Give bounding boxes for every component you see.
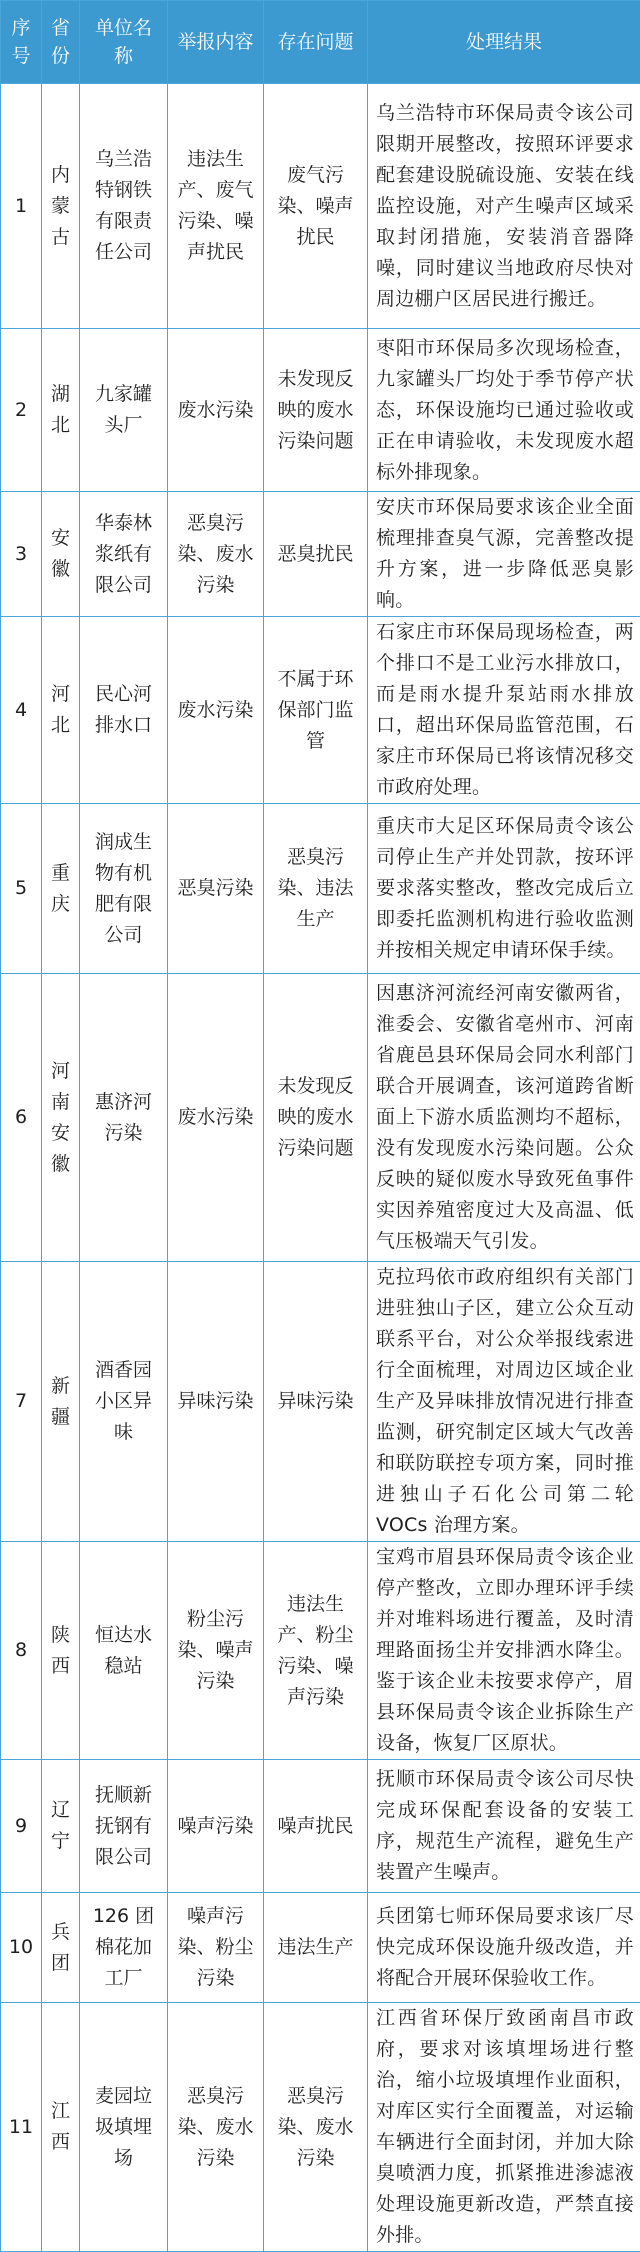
cell-province: 辽宁 xyxy=(42,1760,80,1893)
cell-province: 河南安徽 xyxy=(42,974,80,1262)
cell-province: 湖北 xyxy=(42,329,80,492)
cell-issue: 恶臭污染、废水污染 xyxy=(264,2003,368,2252)
cell-province: 陕西 xyxy=(42,1542,80,1760)
cell-issue: 未发现反映的废水污染问题 xyxy=(264,329,368,492)
cell-report: 废水污染 xyxy=(168,974,264,1262)
cell-no: 3 xyxy=(1,492,42,617)
cell-unit: 九家罐头厂 xyxy=(80,329,168,492)
cell-report: 废水污染 xyxy=(168,329,264,492)
cell-result: 石家庄市环保局现场检查，两个排口不是工业污水排放口，而是雨水提升泵站雨水排放口，超出环保局监管范围，石家庄市环保局已将该情况移交市政府处理。 xyxy=(368,617,640,804)
cell-report: 异味污染 xyxy=(168,1262,264,1542)
cell-issue: 违法生产 xyxy=(264,1893,368,2003)
cell-report: 恶臭污染、废水污染 xyxy=(168,2003,264,2252)
header-no: 序号 xyxy=(1,1,42,84)
cell-report: 粉尘污染、噪声污染 xyxy=(168,1542,264,1760)
cell-unit: 惠济河污染 xyxy=(80,974,168,1262)
cell-report: 废水污染 xyxy=(168,617,264,804)
cell-report: 违法生产、废气污染、噪声扰民 xyxy=(168,84,264,329)
header-report: 举报内容 xyxy=(168,1,264,84)
cell-unit: 恒达水稳站 xyxy=(80,1542,168,1760)
table-header xyxy=(1,1,640,84)
cell-result: 重庆市大足区环保局责令该公司停止生产并处罚款，按环评要求落实整改，整改完成后立即委托监测机构进行验收监测并按相关规定申请环保手续。 xyxy=(368,804,640,974)
cell-result: 枣阳市环保局多次现场检查，九家罐头厂均处于季节停产状态，环保设施均已通过验收或正在申请验收，未发现废水超标外排现象。 xyxy=(368,329,640,492)
cell-province: 重庆 xyxy=(42,804,80,974)
cell-unit: 乌兰浩特钢铁有限责任公司 xyxy=(80,84,168,329)
cell-no: 1 xyxy=(1,84,42,329)
cell-no: 2 xyxy=(1,329,42,492)
cell-unit: 麦园垃圾填埋场 xyxy=(80,2003,168,2252)
table-row xyxy=(1,1893,640,2003)
header-row xyxy=(1,1,640,84)
table-row xyxy=(1,2003,640,2252)
cell-province: 江西 xyxy=(42,2003,80,2252)
header-result: 处理结果 xyxy=(368,1,640,84)
table-row xyxy=(1,1542,640,1760)
table-row xyxy=(1,1262,640,1542)
cell-report: 噪声污染 xyxy=(168,1760,264,1893)
cell-issue: 噪声扰民 xyxy=(264,1760,368,1893)
cell-result: 宝鸡市眉县环保局责令该企业停产整改，立即办理环评手续并对堆料场进行覆盖，及时清理路面扬尘并安排洒水降尘。鉴于该企业未按要求停产，眉县环保局责令该企业拆除生产设备，恢复厂区原状。 xyxy=(368,1542,640,1760)
cell-province: 安徽 xyxy=(42,492,80,617)
cell-no: 9 xyxy=(1,1760,42,1893)
cell-unit: 抚顺新抚钢有限公司 xyxy=(80,1760,168,1893)
table-row xyxy=(1,492,640,617)
cell-issue: 异味污染 xyxy=(264,1262,368,1542)
cell-result: 乌兰浩特市环保局责令该公司限期开展整改，按照环评要求配套建设脱硫设施、安装在线监控设施，对产生噪声区域采取封闭措施，安装消音器降噪，同时建议当地政府尽快对周边棚户区居民进行搬迁。 xyxy=(368,84,640,329)
cell-no: 6 xyxy=(1,974,42,1262)
table-row xyxy=(1,1760,640,1893)
table-row xyxy=(1,804,640,974)
cell-no: 11 xyxy=(1,2003,42,2252)
cell-report: 恶臭污染、废水污染 xyxy=(168,492,264,617)
table-body xyxy=(1,84,640,2252)
cell-no: 10 xyxy=(1,1893,42,2003)
cell-unit: 润成生物有机肥有限公司 xyxy=(80,804,168,974)
cell-province: 内蒙古 xyxy=(42,84,80,329)
cell-no: 5 xyxy=(1,804,42,974)
table-row xyxy=(1,329,640,492)
cell-issue: 废气污染、噪声扰民 xyxy=(264,84,368,329)
cell-province: 河北 xyxy=(42,617,80,804)
cell-result: 因惠济河流经河南安徽两省，淮委会、安徽省亳州市、河南省鹿邑县环保局会同水利部门联合开展调查，该河道跨省断面上下游水质监测均不超标，没有发现废水污染问题。公众反映的疑似废水导致死鱼事件实因养殖密度过大及高温、低气压极端天气引发。 xyxy=(368,974,640,1262)
cell-province: 新疆 xyxy=(42,1262,80,1542)
header-issue: 存在问题 xyxy=(264,1,368,84)
table-row xyxy=(1,617,640,804)
cell-issue: 恶臭污染、违法生产 xyxy=(264,804,368,974)
cell-unit: 民心河排水口 xyxy=(80,617,168,804)
cell-no: 4 xyxy=(1,617,42,804)
cell-unit: 126 团棉花加工厂 xyxy=(80,1893,168,2003)
cell-result: 兵团第七师环保局要求该厂尽快完成环保设施升级改造，并将配合开展环保验收工作。 xyxy=(368,1893,640,2003)
cell-result: 江西省环保厅致函南昌市政府，要求对该填埋场进行整治，缩小垃圾填埋作业面积，对库区实行全面覆盖，对运输车辆进行全面封闭，并加大除臭喷洒力度，抓紧推进渗滤液处理设施更新改造，严禁直接外排。 xyxy=(368,2003,640,2252)
cell-unit: 酒香园小区异味 xyxy=(80,1262,168,1542)
cell-result: 克拉玛依市政府组织有关部门进驻独山子区，建立公众互动联系平台，对公众举报线索进行全面梳理，对周边区域企业生产及异味排放情况进行排查监测，研究制定区域大气改善和联防联控专项方案，同时推进独山子石化公司第二轮 VOCs 治理方案。 xyxy=(368,1262,640,1542)
header-unit: 单位名称 xyxy=(80,1,168,84)
cell-province: 兵团 xyxy=(42,1893,80,2003)
cell-issue: 不属于环保部门监管 xyxy=(264,617,368,804)
cell-report: 噪声污染、粉尘污染 xyxy=(168,1893,264,2003)
table-row xyxy=(1,974,640,1262)
cell-issue: 未发现反映的废水污染问题 xyxy=(264,974,368,1262)
cell-result: 抚顺市环保局责令该公司尽快完成环保配套设备的安装工序，规范生产流程，避免生产装置产生噪声。 xyxy=(368,1760,640,1893)
cell-issue: 恶臭扰民 xyxy=(264,492,368,617)
cell-report: 恶臭污染 xyxy=(168,804,264,974)
table-row xyxy=(1,84,640,329)
cell-unit: 华泰林浆纸有限公司 xyxy=(80,492,168,617)
cell-issue: 违法生产、粉尘污染、噪声污染 xyxy=(264,1542,368,1760)
cell-result: 安庆市环保局要求该企业全面梳理排查臭气源，完善整改提升方案，进一步降低恶臭影响。 xyxy=(368,492,640,617)
cell-no: 7 xyxy=(1,1262,42,1542)
cell-no: 8 xyxy=(1,1542,42,1760)
header-province: 省份 xyxy=(42,1,80,84)
